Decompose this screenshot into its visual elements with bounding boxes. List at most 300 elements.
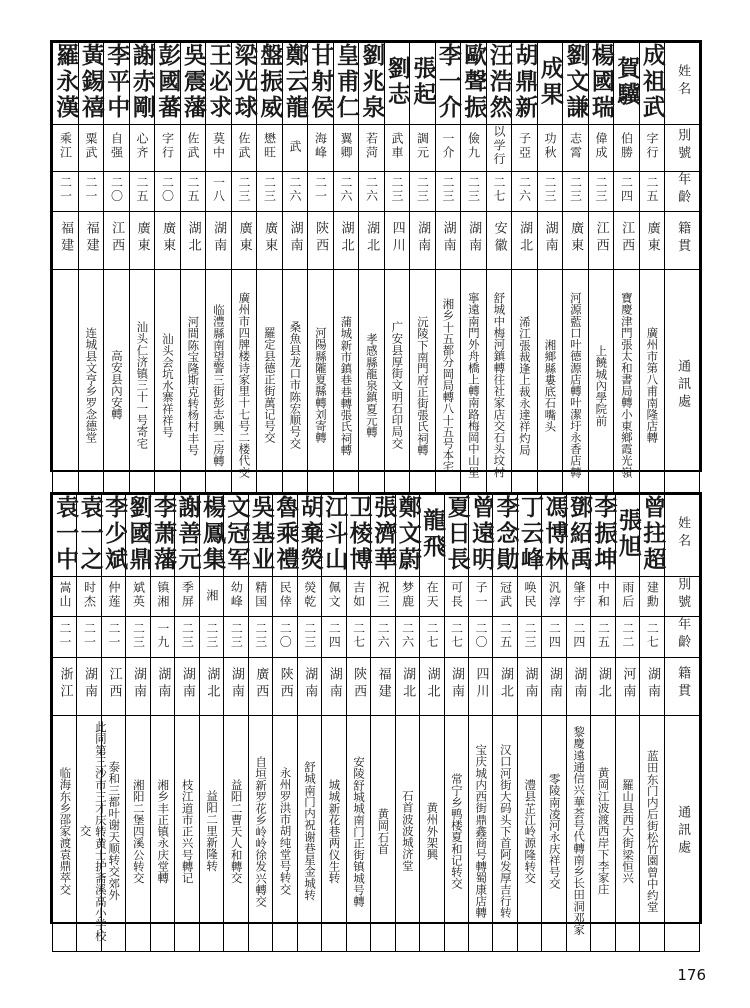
cell-text: 李平中 bbox=[103, 43, 130, 121]
table-cell-address bbox=[248, 715, 272, 951]
table-cell-address bbox=[517, 715, 541, 951]
table-cell-age bbox=[384, 171, 410, 211]
column-header-text: 別號 bbox=[675, 128, 691, 164]
table-cell-name bbox=[384, 43, 410, 125]
table-cell-origin bbox=[359, 211, 385, 269]
table-cell-origin bbox=[517, 657, 541, 715]
table-cell-alias bbox=[155, 125, 181, 171]
table-cell-origin bbox=[248, 657, 272, 715]
cell-text: 二一 bbox=[106, 621, 121, 649]
cell-text: 二一 bbox=[84, 175, 99, 203]
table-cell-name bbox=[639, 43, 665, 125]
cell-text: 二三 bbox=[131, 621, 146, 649]
table-cell-origin bbox=[493, 657, 517, 715]
table-cell-age bbox=[53, 617, 77, 657]
table-cell-alias bbox=[53, 125, 79, 171]
table-cell-age bbox=[410, 171, 436, 211]
cell-text: 福建 bbox=[375, 667, 391, 701]
table-cell-age bbox=[614, 171, 640, 211]
table-cell-origin bbox=[77, 657, 101, 715]
table-cell-alias bbox=[77, 577, 101, 617]
table-cell-address bbox=[566, 715, 590, 951]
table-cell-name bbox=[588, 43, 614, 125]
cell-text: 乘江 bbox=[58, 132, 73, 160]
table-cell-address bbox=[591, 715, 615, 951]
table-cell-origin bbox=[104, 211, 130, 269]
table-cell-origin bbox=[155, 211, 181, 269]
table-cell-age bbox=[231, 171, 257, 211]
table-cell-age bbox=[537, 171, 563, 211]
cell-text: 雨后 bbox=[620, 581, 635, 609]
cell-text: 寶慶津門張太和書局轉小東鄉霞光嶺 bbox=[619, 292, 634, 479]
table-cell-origin bbox=[512, 211, 538, 269]
cell-text: 吳基业 bbox=[247, 495, 274, 573]
table-cell-origin bbox=[468, 657, 492, 715]
table-cell-name bbox=[395, 495, 419, 577]
cell-text: 謝赤剛 bbox=[128, 43, 155, 121]
cell-text: 汎淳 bbox=[547, 581, 562, 609]
cell-text: 湖南 bbox=[522, 667, 538, 701]
table-cell-name bbox=[77, 495, 101, 577]
table-cell-age bbox=[282, 171, 308, 211]
cell-text: 粟武 bbox=[84, 132, 99, 160]
cell-text: 湖北 bbox=[204, 667, 220, 701]
cell-text: 安陵舒城城南门正街镇城号轉 bbox=[351, 755, 366, 907]
cell-text: 镇湘 bbox=[155, 581, 170, 609]
column-header-origin bbox=[665, 657, 700, 715]
cell-text: 二三 bbox=[522, 621, 537, 649]
cell-text: 武車 bbox=[390, 132, 405, 160]
cell-text: 二三 bbox=[302, 621, 317, 649]
cell-text: 湖北 bbox=[424, 667, 440, 701]
cell-text: 馮博林 bbox=[541, 495, 568, 573]
cell-text: 若菏 bbox=[364, 132, 379, 160]
cell-text: 鄧紹禹 bbox=[565, 495, 592, 573]
table-cell-name bbox=[104, 43, 130, 125]
table-cell-origin bbox=[129, 211, 155, 269]
cell-text: 二〇 bbox=[474, 621, 488, 649]
table-cell-age bbox=[461, 171, 487, 211]
cell-text: 宝庆城内西街鼎鑫商号轉蜀康店轉 bbox=[474, 743, 489, 919]
cell-text: 謝善元 bbox=[174, 495, 201, 573]
table-cell-name bbox=[257, 43, 283, 125]
cell-text: 一九 bbox=[155, 621, 170, 649]
table-cell-alias bbox=[384, 125, 410, 171]
cell-text: 城城新花巷两仪生转 bbox=[327, 778, 342, 884]
cell-text: 二三 bbox=[253, 621, 268, 649]
cell-text: 中和 bbox=[596, 581, 611, 609]
table-cell-alias bbox=[101, 577, 125, 617]
cell-text: 二三 bbox=[415, 175, 430, 203]
cell-text: 湖南 bbox=[155, 667, 171, 701]
table-cell-origin bbox=[435, 211, 461, 269]
cell-text: 冠武 bbox=[498, 581, 513, 609]
table-cell-name bbox=[273, 495, 297, 577]
cell-text: 寧遠南門外舟橋上轉南路梅岡中山里 bbox=[466, 292, 481, 479]
cell-text: 調元 bbox=[415, 132, 430, 160]
table-cell-age bbox=[273, 617, 297, 657]
cell-text: 二一 bbox=[58, 621, 73, 649]
table-cell-age bbox=[53, 171, 79, 211]
table-cell-address bbox=[333, 269, 359, 505]
table-cell-origin bbox=[308, 211, 334, 269]
cell-text: 成果 bbox=[536, 55, 563, 108]
table-cell-address bbox=[150, 715, 174, 951]
cell-text: 心齐 bbox=[135, 132, 150, 160]
cell-text: 黄州外架興 bbox=[425, 801, 440, 861]
table-cell-alias bbox=[614, 125, 640, 171]
cell-text: 黄岡石首 bbox=[376, 807, 391, 855]
cell-text: 李萧藩 bbox=[150, 495, 177, 573]
cell-text: 子亞 bbox=[517, 132, 532, 160]
column-header-text: 籍貫 bbox=[675, 220, 691, 256]
cell-text: 二六 bbox=[339, 175, 354, 203]
cell-text: 湖南 bbox=[415, 221, 431, 256]
cell-text: 二三 bbox=[390, 175, 405, 203]
cell-text: 鄭文蔚 bbox=[394, 495, 421, 573]
table-row-name bbox=[53, 43, 700, 125]
table-cell-address bbox=[493, 715, 517, 951]
table-cell-age bbox=[175, 617, 199, 657]
cell-text: 伯勝 bbox=[619, 132, 634, 160]
cell-text: 河源藍口叶德源店轉叶潔圩永香店轉 bbox=[568, 292, 583, 479]
column-header-text: 年齡 bbox=[675, 171, 691, 207]
cell-text: 湖北 bbox=[497, 667, 513, 701]
column-header-text: 姓名 bbox=[675, 64, 691, 100]
table-cell-origin bbox=[461, 211, 487, 269]
table-cell-origin bbox=[322, 657, 346, 715]
table-cell-age bbox=[77, 617, 101, 657]
cell-text: 石首波波城济堂 bbox=[400, 790, 415, 872]
cell-text: 二七 bbox=[425, 621, 440, 649]
cell-text: 上饒城內學院前 bbox=[594, 344, 609, 426]
cell-text: 湖北 bbox=[595, 667, 611, 701]
table-cell-origin bbox=[297, 657, 321, 715]
table-row-address bbox=[53, 269, 700, 505]
cell-text: 湖北 bbox=[364, 221, 380, 256]
table-cell-origin bbox=[101, 657, 125, 715]
cell-text: 二六 bbox=[364, 175, 379, 203]
cell-text: 卫棱博 bbox=[345, 495, 372, 573]
cell-text: 澧县芷江岭源隆转交 bbox=[523, 778, 538, 884]
cell-text: 自强 bbox=[109, 132, 124, 160]
cell-text: 廣東 bbox=[262, 221, 278, 256]
cell-text: 魯乘禮 bbox=[272, 495, 299, 573]
cell-text: 二三 bbox=[543, 175, 558, 203]
table-cell-address bbox=[444, 715, 468, 951]
table-cell-address bbox=[231, 269, 257, 505]
table-cell-age bbox=[566, 617, 590, 657]
table-cell-age bbox=[346, 617, 370, 657]
table-cell-name bbox=[493, 495, 517, 577]
cell-text: 黄岡江波渡西岸下李家庄 bbox=[596, 767, 611, 895]
cell-text: 袁一之 bbox=[76, 495, 103, 573]
table-cell-address bbox=[206, 269, 232, 505]
cell-text: 梁光球 bbox=[230, 43, 257, 121]
cell-text: 二三 bbox=[441, 175, 456, 203]
table-cell-alias bbox=[461, 125, 487, 171]
table-cell-name bbox=[359, 43, 385, 125]
column-header-age bbox=[665, 171, 700, 211]
table-cell-alias bbox=[129, 125, 155, 171]
table-cell-age bbox=[563, 171, 589, 211]
cell-text: 彭國蕃 bbox=[154, 43, 181, 121]
cell-text: 熒乾 bbox=[302, 581, 317, 609]
table-cell-origin bbox=[639, 211, 665, 269]
cell-text: 安徽 bbox=[491, 221, 507, 256]
table-cell-address bbox=[346, 715, 370, 951]
table-cell-age bbox=[78, 171, 104, 211]
cell-text: 连城县文亨乡罗念德堂 bbox=[84, 327, 99, 444]
table-cell-age bbox=[588, 171, 614, 211]
table-cell-name bbox=[517, 495, 544, 577]
table-cell-alias bbox=[224, 577, 248, 617]
cell-text: 字行 bbox=[645, 132, 660, 160]
cell-text: 袁一中 bbox=[52, 495, 79, 573]
cell-text: 民倖 bbox=[278, 581, 293, 609]
cell-text: 二五 bbox=[645, 175, 660, 203]
cell-text: 在天 bbox=[425, 581, 440, 609]
cell-text: 二五 bbox=[135, 175, 150, 203]
table-cell-name bbox=[435, 43, 461, 125]
cell-text: 歐聲振 bbox=[460, 43, 487, 121]
table-cell-age bbox=[257, 171, 283, 211]
table-cell-age bbox=[486, 171, 512, 211]
cell-text: 一八 bbox=[211, 175, 226, 203]
cell-text: 李少斌 bbox=[101, 495, 128, 573]
cell-text: 此同第三沙市三才庆转黄士护斋溪高小学校交 bbox=[78, 720, 108, 942]
cell-text: 二七 bbox=[492, 175, 507, 203]
table-cell-age bbox=[199, 617, 223, 657]
cell-text: 湖南 bbox=[302, 667, 318, 701]
table-cell-alias bbox=[468, 577, 492, 617]
column-header-alias bbox=[665, 577, 700, 617]
table-cell-origin bbox=[346, 657, 370, 715]
table-cell-age bbox=[150, 617, 174, 657]
table-cell-name bbox=[346, 495, 370, 577]
cell-text: 劉兆泉 bbox=[358, 43, 385, 121]
table-cell-origin bbox=[282, 211, 308, 269]
cell-text: 二三 bbox=[262, 175, 277, 203]
column-header-name bbox=[665, 495, 700, 577]
cell-text: 蓝田东门内后街松竹園曾中约堂 bbox=[645, 749, 660, 913]
cell-text: 浙江 bbox=[57, 667, 73, 701]
table-cell-origin bbox=[542, 657, 566, 715]
table-cell-name bbox=[591, 495, 615, 577]
cell-text: 李念勛 bbox=[492, 495, 519, 573]
cell-text: 仲莲 bbox=[106, 581, 121, 609]
table-cell-name bbox=[537, 43, 563, 125]
table-cell-name bbox=[231, 43, 257, 125]
cell-text: 江西 bbox=[106, 667, 122, 701]
cell-text: 汉口河街大码头下首阿发厚吉行转 bbox=[498, 743, 513, 919]
table-cell-origin bbox=[180, 211, 206, 269]
table-cell-address bbox=[273, 715, 297, 951]
table-cell-age bbox=[435, 171, 461, 211]
cell-text: 益阳二里新隆转 bbox=[205, 790, 220, 872]
table-cell-name bbox=[53, 43, 79, 125]
cell-text: 丁云峰 bbox=[517, 495, 544, 573]
table-cell-alias bbox=[639, 125, 665, 171]
cell-text: 曾拄超 bbox=[639, 495, 666, 573]
table-cell-age bbox=[224, 617, 248, 657]
table-cell-name bbox=[78, 43, 104, 125]
cell-text: 湖南 bbox=[211, 221, 227, 256]
cell-text: 甘射侯 bbox=[307, 43, 334, 121]
table-cell-address bbox=[410, 269, 436, 505]
cell-text: 桑魚县龙口市陈宏顺号交 bbox=[288, 321, 303, 450]
table-cell-origin bbox=[333, 211, 359, 269]
table-cell-address bbox=[359, 269, 385, 505]
cell-text: 二六 bbox=[517, 175, 532, 203]
cell-text: 江西 bbox=[619, 221, 635, 256]
cell-text: 羅永漢 bbox=[52, 43, 79, 121]
cell-text: 益阳二曹天人和轉交 bbox=[229, 778, 244, 884]
cell-text: 斌英 bbox=[131, 581, 146, 609]
cell-text: 湖南 bbox=[326, 667, 342, 701]
table-cell-name bbox=[486, 43, 512, 125]
cell-text: 梦鹿 bbox=[400, 581, 415, 609]
table-cell-origin bbox=[563, 211, 589, 269]
table-cell-address bbox=[371, 715, 395, 951]
cell-text: 佩文 bbox=[327, 581, 342, 609]
table-cell-alias bbox=[615, 577, 639, 617]
column-header-text: 年齡 bbox=[675, 617, 691, 653]
cell-text: 以学行 bbox=[492, 125, 507, 167]
table-cell-name bbox=[420, 495, 444, 577]
table-cell-origin bbox=[614, 211, 640, 269]
cell-text: 二三 bbox=[180, 621, 195, 649]
cell-text: 二三 bbox=[466, 175, 481, 203]
table-cell-name bbox=[512, 43, 538, 125]
roster-table bbox=[52, 42, 700, 506]
table-cell-origin bbox=[257, 211, 283, 269]
cell-text: 泰和三都叶谢天顺转交郊外 bbox=[107, 761, 122, 901]
cell-text: 廣東 bbox=[568, 221, 584, 256]
table-cell-age bbox=[308, 171, 334, 211]
table-cell-alias bbox=[420, 577, 444, 617]
cell-text: 汪浩然 bbox=[485, 43, 512, 121]
table-cell-alias bbox=[180, 125, 206, 171]
cell-text: 时杰 bbox=[82, 581, 97, 609]
cell-text: 二六 bbox=[400, 621, 415, 649]
table-cell-alias bbox=[282, 125, 308, 171]
cell-text: 河南 bbox=[620, 667, 636, 701]
cell-text: 字行 bbox=[160, 132, 175, 160]
cell-text: 湖北 bbox=[338, 221, 354, 256]
table-cell-alias bbox=[206, 125, 232, 171]
cell-text: 翼卿 bbox=[339, 132, 354, 160]
table-cell-address bbox=[384, 269, 410, 505]
table-cell-address bbox=[639, 269, 665, 505]
table-cell-alias bbox=[588, 125, 614, 171]
table-cell-address bbox=[180, 269, 206, 505]
table-cell-name bbox=[297, 495, 321, 577]
column-header-origin bbox=[665, 211, 700, 269]
table-cell-address bbox=[468, 715, 492, 951]
table-cell-age bbox=[468, 617, 492, 657]
table-cell-origin bbox=[78, 211, 104, 269]
table-cell-age bbox=[206, 171, 232, 211]
cell-text: 湖南 bbox=[130, 667, 146, 701]
cell-text: 黎慶遠通信兴華荟号代轉南乡长田洞邓家 bbox=[572, 726, 587, 936]
table-cell-origin bbox=[395, 657, 419, 715]
table-cell-alias bbox=[257, 125, 283, 171]
cell-text: 湖南 bbox=[542, 221, 558, 256]
cell-text: 汕头会坑水寨祥祥号 bbox=[160, 333, 175, 438]
table-cell-alias bbox=[150, 577, 174, 617]
cell-text: 廣東 bbox=[160, 221, 176, 256]
table-cell-name bbox=[640, 495, 665, 577]
page-number: 176 bbox=[677, 966, 706, 984]
table-cell-alias bbox=[53, 577, 77, 617]
column-header-text: 別號 bbox=[675, 577, 691, 613]
table-cell-age bbox=[591, 617, 615, 657]
table-cell-alias bbox=[308, 125, 334, 171]
table-cell-address bbox=[104, 269, 130, 505]
table-row-name bbox=[53, 495, 700, 577]
table-cell-address bbox=[395, 715, 419, 951]
cell-text: 江西 bbox=[109, 221, 125, 256]
cell-text: 一介 bbox=[441, 132, 456, 160]
table-cell-origin bbox=[371, 657, 395, 715]
table-cell-name bbox=[155, 43, 181, 125]
roster-table-top bbox=[50, 40, 702, 479]
table-row-origin bbox=[53, 657, 700, 715]
cell-text: 幼峰 bbox=[229, 581, 244, 609]
table-cell-address bbox=[282, 269, 308, 505]
cell-text: 湖南 bbox=[440, 221, 456, 256]
table-cell-address bbox=[322, 715, 346, 951]
cell-text: 二三 bbox=[594, 175, 609, 203]
table-cell-alias bbox=[231, 125, 257, 171]
cell-text: 祝三 bbox=[376, 581, 391, 609]
table-cell-alias bbox=[395, 577, 419, 617]
table-cell-name bbox=[615, 495, 639, 577]
table-cell-origin bbox=[410, 211, 436, 269]
cell-text: 二四 bbox=[547, 621, 562, 649]
table-cell-origin bbox=[640, 657, 665, 715]
table-cell-address bbox=[175, 715, 199, 951]
table-cell-age bbox=[395, 617, 419, 657]
cell-text: 临澧縣南望警三街彭志興二房轉 bbox=[211, 303, 226, 467]
cell-text: 二一 bbox=[58, 175, 73, 203]
table-cell-origin bbox=[199, 657, 223, 715]
cell-text: 皇甫仁 bbox=[332, 43, 359, 121]
cell-text: 二〇 bbox=[278, 621, 293, 649]
table-cell-age bbox=[297, 617, 321, 657]
table-cell-address bbox=[297, 715, 321, 951]
table-cell-address bbox=[53, 715, 77, 951]
cell-text: 二三 bbox=[204, 621, 219, 649]
cell-text: 懋旺 bbox=[262, 132, 277, 160]
table-cell-address bbox=[640, 715, 665, 951]
table-cell-address bbox=[420, 715, 444, 951]
cell-text: 張旭 bbox=[614, 507, 641, 560]
cell-text: 二六 bbox=[288, 175, 303, 203]
cell-text: 湖南 bbox=[179, 667, 195, 701]
column-header-address bbox=[665, 269, 700, 505]
table-cell-name bbox=[614, 43, 640, 125]
cell-text: 志霄 bbox=[568, 132, 583, 160]
table-cell-alias bbox=[346, 577, 370, 617]
table-cell-age bbox=[104, 171, 130, 211]
table-cell-alias bbox=[78, 125, 104, 171]
table-row-age bbox=[53, 171, 700, 211]
table-cell-address bbox=[588, 269, 614, 505]
cell-text: 蒲城新市鎮巷巷轉張氏祠轉 bbox=[339, 315, 354, 455]
table-cell-name bbox=[129, 43, 155, 125]
